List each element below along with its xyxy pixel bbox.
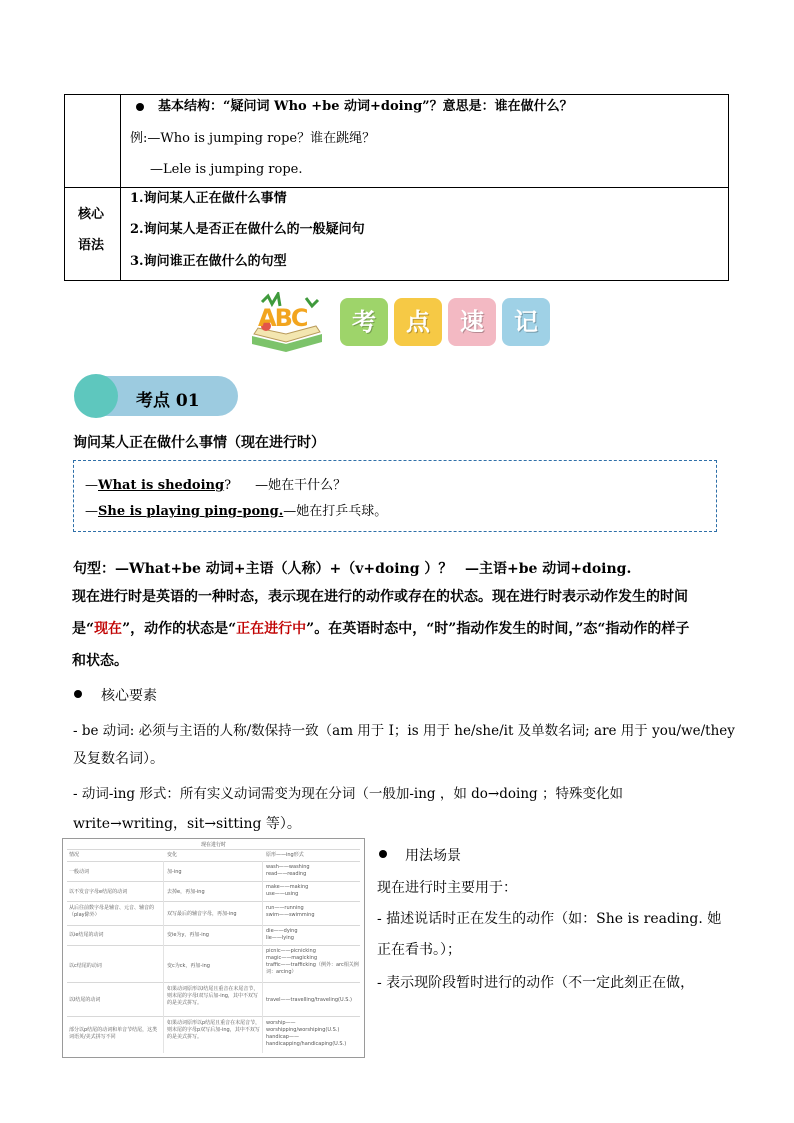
usage-item-2: - 表示现阶段暂时进行的动作（不一定此刻正在做， — [377, 975, 695, 991]
definition-line-3: 和状态。 — [72, 653, 128, 669]
example-answer-line: —Lele is jumping rope. — [150, 162, 303, 177]
section-title: 考点 01 — [136, 391, 200, 411]
mini-table-rule — [67, 945, 360, 946]
mini-header-2: 变化 — [167, 852, 178, 858]
mini-header-1: 情况 — [69, 852, 80, 858]
usage-heading: 用法场景 — [405, 848, 461, 864]
highlight-now: 现在 — [94, 621, 123, 637]
mini-cell: wash——washing read——reading — [266, 864, 310, 877]
answer-english: She is playing ping-pong. — [98, 504, 284, 519]
abc-letters: ABC — [258, 304, 307, 332]
mini-cell: 从后往前数字母是辅音、元音、辅音的（play除外） — [69, 905, 155, 918]
core-grammar-item-1: 1.询问某人正在做什么事情 — [130, 191, 287, 206]
mini-table-rule — [67, 849, 360, 850]
mini-cell: run——running swim——swimming — [266, 905, 315, 918]
mini-cell: 以l结尾的动词 — [69, 997, 101, 1003]
mini-cell: make——making use——using — [266, 884, 309, 897]
bullet-icon — [136, 103, 144, 111]
core-grammar-label-2: 语法 — [78, 238, 105, 253]
mini-cell: 变c为ck，再加-ing — [167, 963, 210, 969]
definition-line-2 — [72, 613, 722, 645]
text: ”，动作的状态是“ — [122, 621, 237, 637]
core-heading: 核心要素 — [101, 688, 157, 704]
ing-rules-table-image — [62, 838, 365, 1058]
mini-table-rule — [67, 925, 360, 926]
mini-cell: 以ie结尾的动词 — [69, 932, 104, 938]
mini-table-rule — [67, 982, 360, 983]
core-grammar-label-1: 核心 — [78, 207, 105, 222]
core-ing-line-2: write→writing，sit→sitting 等）。 — [73, 816, 301, 832]
core-grammar-item-3: 3.询问谁正在做什么的句型 — [130, 254, 287, 269]
question-english: What is shedoing — [98, 478, 225, 493]
text: 是“ — [72, 621, 95, 637]
mini-cell: 如果动词原形以p结尾且重音在末尾音节，则末尾的字母p双写后加-ing，其中不双写的是美式拼写。 — [167, 1020, 261, 1040]
bullet-icon — [379, 850, 387, 858]
example-box — [73, 460, 717, 532]
dash: — — [85, 504, 98, 519]
banner-tile-su: 速 — [448, 298, 496, 346]
table-row-divider — [65, 187, 728, 188]
core-grammar-item-2: 2.询问某人是否正在做什么的一般疑问句 — [130, 222, 365, 237]
highlight-in-progress: 正在进行中 — [236, 621, 307, 637]
mini-table-rule — [67, 861, 360, 862]
mini-cell: 如果动词原形以l结尾且重音在末尾音节，则末尾的字母l双写后加-ing，其中不双写的是美式拼写。 — [167, 986, 259, 1006]
example-answer — [85, 500, 387, 519]
usage-intro: 现在进行时主要用于： — [377, 880, 517, 896]
pattern-left: 句型：—What+be 动词+主语（人称）+（v+doing ）？ — [73, 561, 453, 577]
section-header-circle — [74, 374, 118, 418]
mini-col-divider — [163, 861, 164, 1053]
bullet-icon — [74, 690, 82, 698]
basic-structure-line: 基本结构：“疑问词 Who +be 动词+doing”？意思是：谁在做什么？ — [158, 99, 573, 114]
mini-table-rule — [67, 881, 360, 882]
mini-cell: 变ie为y，再加-ing — [167, 932, 209, 938]
section-subtitle: 询问某人正在做什么事情（现在进行时） — [73, 435, 325, 451]
text: ”。在英语时态中，“时”指动作发生的时间，”态“指动作的样子 — [306, 621, 690, 637]
banner-tile-ji: 记 — [502, 298, 550, 346]
mini-cell: 以c结尾的动词 — [69, 963, 102, 969]
mini-header-3: 原形——ing形式 — [266, 852, 304, 858]
usage-item-1b: 正在看书。）； — [377, 942, 461, 958]
banner-tile-dian: 点 — [394, 298, 442, 346]
example-question — [85, 474, 346, 493]
mini-cell: 去掉e，再加-ing — [167, 889, 205, 895]
core-be-line-2: 及复数名词）。 — [73, 751, 164, 767]
mini-table-rule — [67, 1016, 360, 1017]
mini-table-rule — [67, 901, 360, 902]
mini-cell: 一般动词 — [69, 869, 90, 875]
banner-tile-kao: 考 — [340, 298, 388, 346]
mini-cell: die——dying lie——lying — [266, 928, 298, 941]
definition-line-1: 现在进行时是英语的一种时态，表示现在进行的动作或存在的状态。现在进行时表示动作发生的时间 — [72, 589, 688, 605]
question-mark: ? — [224, 478, 232, 493]
answer-chinese: —她在打乒乓球。 — [283, 504, 388, 519]
dash: — — [85, 478, 98, 493]
usage-item-1a: - 描述说话时正在发生的动作（如：She is reading. 她 — [377, 911, 722, 927]
example-question-line: 例:—Who is jumping rope？谁在跳绳？ — [130, 131, 376, 146]
mini-cell: worship——worshipping/worshiping(U.S.) handicap——handicapping/handicaping(U.S.) — [266, 1020, 347, 1047]
question-chinese: —她在干什么？ — [255, 478, 347, 493]
mini-cell: 双写最后的辅音字母，再加-ing — [167, 911, 237, 917]
mini-cell: 以不发音字母e结尾的动词 — [69, 889, 128, 895]
mini-cell: 加-ing — [167, 869, 182, 875]
core-be-line-1: - be 动词: 必须与主语的人称/数保持一致（am 用于 I；is 用于 he/she/it 及单数名词; are 用于 you/we/they — [73, 723, 735, 739]
abc-book-logo — [246, 292, 328, 354]
mini-cell: 部分以p结尾的动词和单音节结尾，这类词语英/美式拼写不同 — [69, 1027, 158, 1040]
core-ing-line-1: - 动词-ing 形式：所有实义动词需变为现在分词（一般加-ing ，如 do→doing ；特殊变化如 — [73, 786, 623, 802]
mini-table-caption: 现在进行时 — [200, 842, 226, 848]
pattern-right: —主语+be 动词+doing. — [465, 561, 632, 577]
mini-cell: travel——travelling/traveling(U.S.) — [266, 997, 352, 1003]
mini-col-divider — [262, 861, 263, 1053]
mini-cell: picnic——picnicking magic——magicking traffic——trafficking（例外：arc相关例词：arcing） — [266, 948, 359, 975]
